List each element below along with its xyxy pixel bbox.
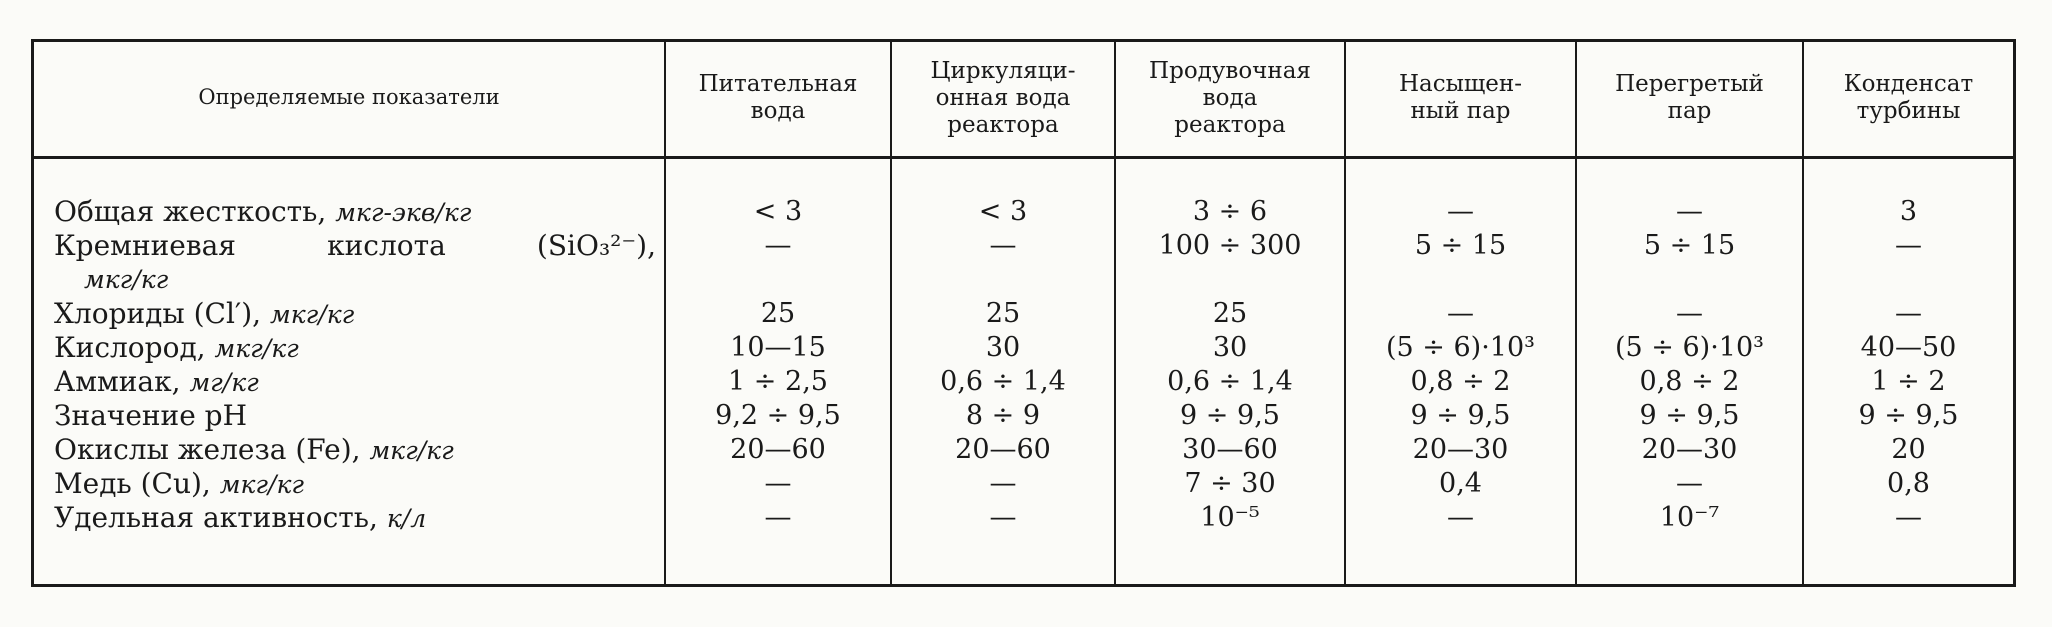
row-label-silicic-acid: Кремниевая кислота (SiO₃²⁻), <box>54 229 656 262</box>
table-cell: 20—30 <box>1412 434 1509 465</box>
table-cell: < 3 <box>978 196 1028 227</box>
table-cell: (5 ÷ 6)·10³ <box>1386 332 1535 363</box>
row-label-silicic-acid-unit: мкг/кг <box>84 265 169 294</box>
row-label-hardness: Общая жесткость, мкг-экв/кг <box>54 195 472 228</box>
header-superheated-steam: Перегретый пар <box>1576 42 1803 158</box>
table-cell: 0,8 ÷ 2 <box>1410 366 1511 397</box>
header-row <box>34 42 2013 158</box>
table-cell: 9 ÷ 9,5 <box>1410 400 1511 431</box>
row-label-oxygen: Кислород, мкг/кг <box>54 331 299 364</box>
table-cell: 0,8 <box>1887 468 1930 499</box>
table-cell: 0,8 ÷ 2 <box>1639 366 1740 397</box>
header-saturated-steam: Насыщен- ный пар <box>1345 42 1576 158</box>
header-reactor-circulation-water: Циркуляци- онная вода реактора <box>891 42 1115 158</box>
table-cell: 30 <box>985 332 1021 363</box>
table-cell: — <box>1895 230 1922 261</box>
values-reactor-circulation-water <box>891 195 1115 584</box>
cell-continuation <box>896 263 1110 297</box>
table-cell: — <box>1676 298 1703 329</box>
table-cell: (5 ÷ 6)·10³ <box>1615 332 1764 363</box>
table-cell: 3 ÷ 6 <box>1192 196 1268 227</box>
row-label-chlorides: Хлориды (Cl′), мкг/кг <box>54 297 355 330</box>
table-cell: 20—60 <box>955 434 1051 465</box>
table-cell: — <box>764 230 792 261</box>
table-cell: 25 <box>985 298 1021 329</box>
table-cell: 5 ÷ 15 <box>1414 230 1507 261</box>
spacer-row <box>34 158 2013 196</box>
table-cell: 10⁻⁷ <box>1659 502 1720 533</box>
table-cell: — <box>764 468 792 499</box>
table-cell: 9 ÷ 9,5 <box>1180 400 1280 431</box>
table-cell: 25 <box>1212 298 1248 329</box>
table-cell: 9 ÷ 9,5 <box>1858 400 1959 431</box>
table-cell: 10—15 <box>730 332 826 363</box>
row-label-specific-activity: Удельная активность, к/л <box>54 501 427 534</box>
table-cell: 20—30 <box>1641 434 1738 465</box>
cell-continuation <box>1808 263 2009 297</box>
row-label-ph: Значение pH <box>54 399 248 432</box>
table-cell: 0,6 ÷ 1,4 <box>940 366 1066 397</box>
header-indicator: Определяемые показатели <box>34 42 665 158</box>
table-cell: — <box>989 230 1017 261</box>
table-cell: — <box>1676 468 1703 499</box>
values-feed-water <box>665 195 891 584</box>
table-cell: 20 <box>1891 434 1926 465</box>
table-cell: 1 ÷ 2,5 <box>728 366 828 397</box>
cell-continuation <box>1120 263 1340 297</box>
values-superheated-steam <box>1576 195 1803 584</box>
row-label-copper: Медь (Cu), мкг/кг <box>54 467 305 500</box>
table-cell: 30—60 <box>1182 434 1278 465</box>
table-cell: 100 ÷ 300 <box>1158 230 1302 261</box>
table-cell: 25 <box>760 298 796 329</box>
table-cell: 1 ÷ 2 <box>1871 366 1946 397</box>
table-cell: — <box>1676 196 1703 227</box>
table-cell: 8 ÷ 9 <box>965 400 1041 431</box>
table-frame <box>31 39 2016 587</box>
indicator-column <box>34 195 665 584</box>
table-cell: — <box>1447 502 1474 533</box>
cell-continuation <box>1350 263 1571 297</box>
table-cell: 3 <box>1899 196 1918 227</box>
header-turbine-condensate: Конденсат турбины <box>1803 42 2013 158</box>
table-cell: 0,4 <box>1439 468 1482 499</box>
header-reactor-blowdown-water: Продувочная вода реактора <box>1115 42 1345 158</box>
values-reactor-blowdown-water <box>1115 195 1345 584</box>
table-cell: — <box>989 502 1017 533</box>
row-label-ammonia: Аммиак, мг/кг <box>54 365 259 398</box>
table-cell: — <box>1447 196 1474 227</box>
cell-continuation <box>1581 263 1798 297</box>
header-feed-water: Питательная вода <box>665 42 891 158</box>
table-cell: 5 ÷ 15 <box>1643 230 1736 261</box>
cell-continuation <box>670 263 886 297</box>
values-saturated-steam <box>1345 195 1576 584</box>
table-body-row <box>34 195 2013 584</box>
table-cell: — <box>1895 298 1922 329</box>
table-cell: 40—50 <box>1860 332 1957 363</box>
table-cell: — <box>1447 298 1474 329</box>
table-cell: 0,6 ÷ 1,4 <box>1167 366 1293 397</box>
table-cell: 9,2 ÷ 9,5 <box>715 400 841 431</box>
table-cell: 20—60 <box>730 434 826 465</box>
table-cell: — <box>989 468 1017 499</box>
table-cell: 9 ÷ 9,5 <box>1639 400 1740 431</box>
values-turbine-condensate <box>1803 195 2013 584</box>
table-cell: — <box>1895 502 1922 533</box>
table-cell: 10⁻⁵ <box>1200 502 1260 533</box>
table-cell: 7 ÷ 30 <box>1184 468 1276 499</box>
row-label-iron-oxides: Окислы железа (Fe), мкг/кг <box>54 433 454 466</box>
water-quality-table <box>34 42 2013 584</box>
table-cell: — <box>764 502 792 533</box>
table-cell: < 3 <box>753 196 803 227</box>
table-cell: 30 <box>1212 332 1248 363</box>
